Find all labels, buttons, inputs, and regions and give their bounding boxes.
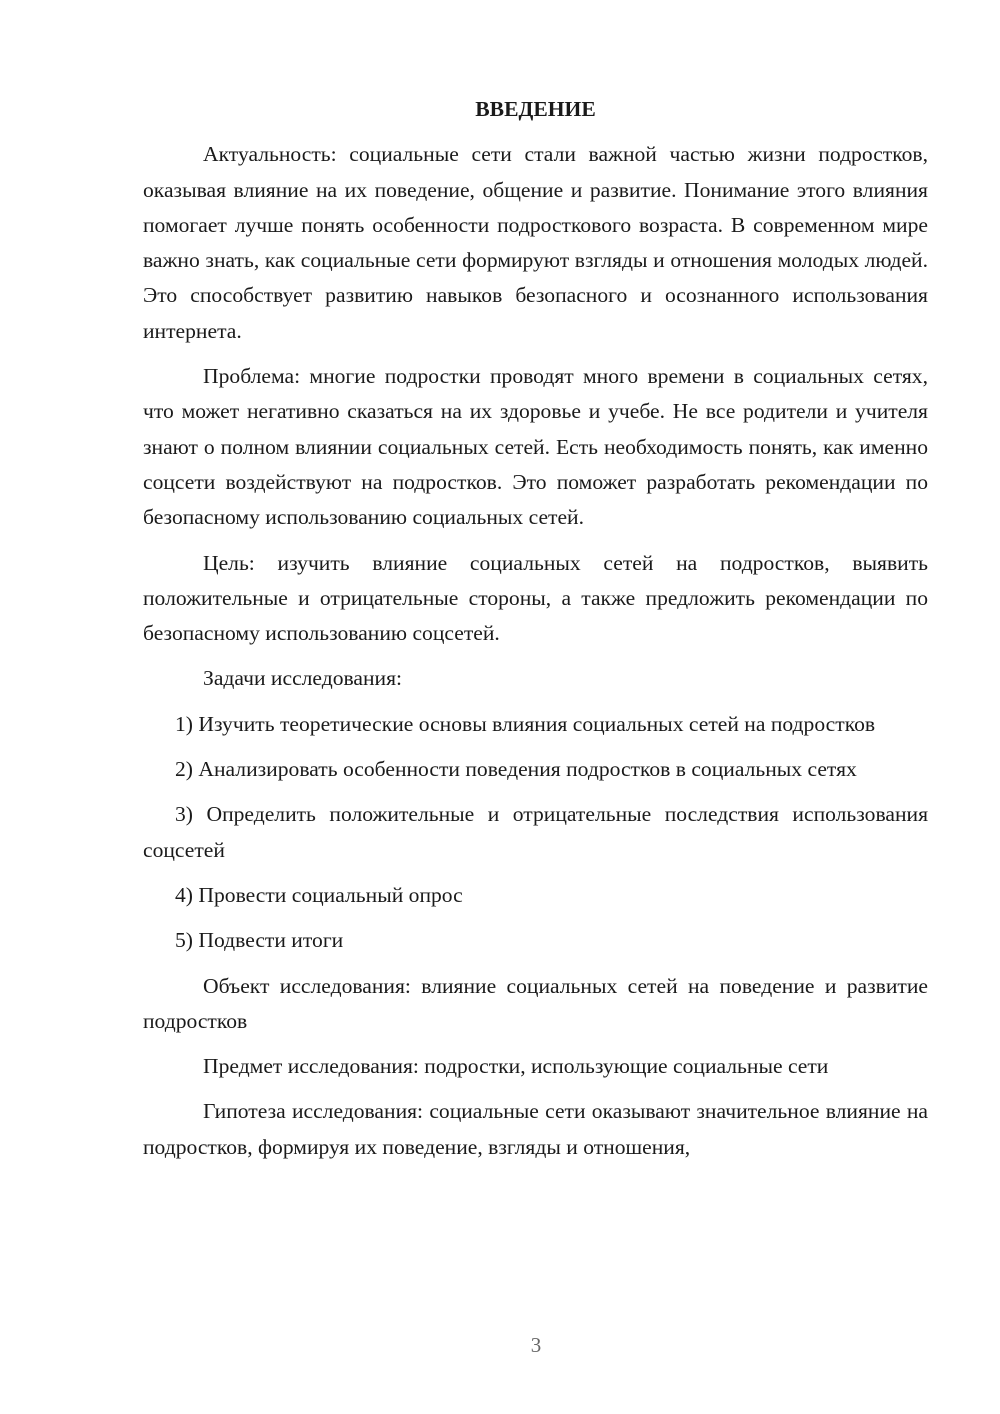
document-body bbox=[143, 92, 928, 1175]
task-item-2: 2) Анализировать особенности поведения подростков в социальных сетях bbox=[175, 757, 857, 782]
paragraph-object: Объект исследования: влияние социальных сетей на поведение и развитие подростков bbox=[143, 973, 928, 1033]
task-item-4: 4) Провести социальный опрос bbox=[175, 882, 463, 907]
paragraph-subject: Предмет исследования: подростки, использующие социальные сети bbox=[203, 1054, 829, 1079]
task-item-3: 3) Определить положительные и отрицательные последствия использования соцсетей bbox=[143, 802, 928, 862]
tasks-heading: Задачи исследования: bbox=[203, 666, 403, 691]
task-item-1: 1) Изучить теоретические основы влияния социальных сетей на подростков bbox=[175, 711, 876, 736]
page-number: 3 bbox=[530, 1333, 542, 1357]
paragraph-relevance: Актуальность: социальные сети стали важной частью жизни подростков, оказывая влияние на их поведение, общение и развитие. Понимание этого влияния помогает лучше понять особенности подросткового возраста. В современном мире важно знать, как социальные сети формируют взгляды и отношения молодых людей. Это способствует развитию навыков безопасного и осознанного использования интернета. bbox=[143, 142, 928, 343]
page-title: ВВЕДЕНИЕ bbox=[475, 97, 596, 121]
paragraph-problem: Проблема: многие подростки проводят много времени в социальных сетях, что может негативно сказаться на их здоровье и учебе. Не все родители и учителя знают о полном влиянии социальных сетей. Есть необходимость понять, как именно соцсети воздействуют на подростков. Это поможет разработать рекомендации по безопасному использованию социальных сетей. bbox=[143, 364, 928, 530]
paragraph-goal: Цель: изучить влияние социальных сетей на подростков, выявить положительные и отрицательные стороны, а также предложить рекомендации по безопасному использованию соцсетей. bbox=[143, 550, 928, 646]
paragraph-hypothesis: Гипотеза исследования: социальные сети оказывают значительное влияние на подростков, формируя их поведение, взгляды и отношения, bbox=[143, 1099, 928, 1159]
task-item-5: 5) Подвести итоги bbox=[175, 928, 344, 953]
